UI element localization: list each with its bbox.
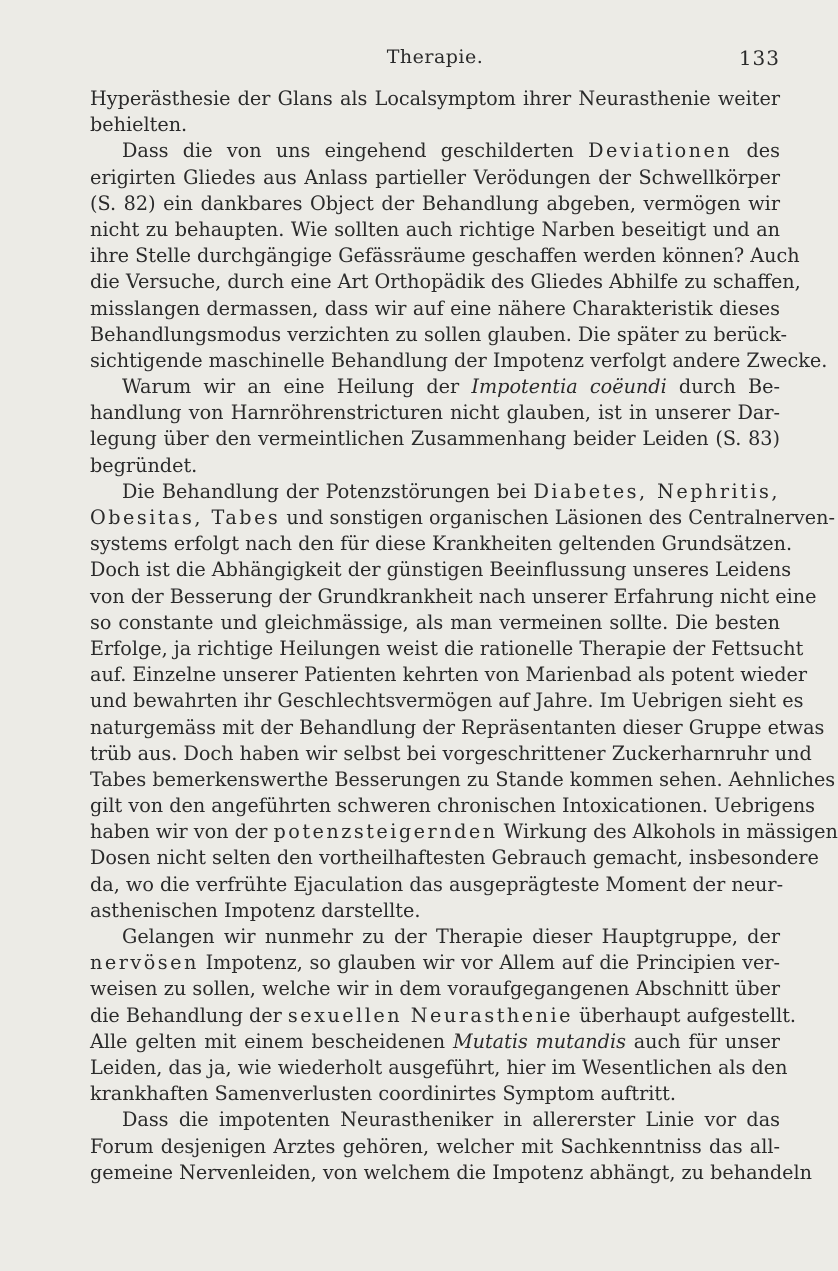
text-line xyxy=(90,165,780,191)
page-number: 133 xyxy=(738,46,780,70)
text-line xyxy=(90,348,828,374)
text-run: handlung von Harnröhrenstricturen nicht glauben, ist in unserer Dar- xyxy=(90,401,780,425)
spaced-emphasis: nervösen xyxy=(90,951,199,975)
text-run: Wirkung des Alkohols in mässigen xyxy=(497,820,838,844)
text-run: legung über den vermeintlichen Zusammenhang beider Leiden (S. 83) xyxy=(90,427,780,451)
text-run: Dosen nicht selten den vortheilhaftesten Gebrauch gemacht, insbesondere xyxy=(90,846,819,870)
text-run: Gelangen wir nunmehr zu der Therapie dieser Hauptgruppe, der xyxy=(122,925,780,948)
text-line xyxy=(90,374,780,400)
text-line xyxy=(90,426,780,452)
text-run: nicht zu behaupten. Wie sollten auch richtige Narben beseitigt und an xyxy=(90,217,780,241)
spaced-emphasis: Diabetes, Nephritis, xyxy=(533,479,780,503)
text-run: auf. Einzelne unserer Patienten kehrten von Marienbad als potent wieder xyxy=(90,663,808,687)
text-run: asthenischen Impotenz darstellte. xyxy=(90,898,421,922)
text-line xyxy=(90,584,817,610)
text-run: durch Be- xyxy=(666,375,780,399)
text-line xyxy=(90,1055,788,1081)
text-line xyxy=(90,610,780,636)
text-line xyxy=(90,505,835,531)
text-run: gilt von den angeführten schweren chronischen Intoxicationen. Uebrigens xyxy=(90,794,816,818)
text-run: auch für unser xyxy=(625,1029,780,1053)
text-line xyxy=(90,296,780,322)
text-run: Impotenz, so glauben wir vor Allem auf die Principien ver- xyxy=(198,951,780,975)
text-line xyxy=(90,715,825,741)
text-line xyxy=(90,1160,813,1186)
text-line xyxy=(90,636,804,662)
text-line xyxy=(90,1134,780,1160)
text-line xyxy=(90,950,780,976)
text-run: und sonstigen organischen Läsionen des Centralnerven- xyxy=(280,506,835,529)
text-run: trüb aus. Doch haben wir selbst bei vorgeschrittener Zuckerharnruhr und xyxy=(90,741,812,765)
spaced-emphasis: Obesitas, Tabes xyxy=(90,506,281,529)
text-run: Die Behandlung der Potenzstörungen bei xyxy=(122,479,534,503)
text-run: Hyperästhesie der Glans als Localsymptom ihrer Neurasthenie weiter xyxy=(90,87,780,110)
text-line xyxy=(90,322,788,348)
text-run: sichtigende maschinelle Behandlung der Impotenz verfolgt andere Zwecke. xyxy=(90,348,828,372)
text-line xyxy=(90,557,792,583)
text-run: (S. 82) ein dankbares Object der Behandlung abgeben, vermögen wir xyxy=(90,191,780,215)
text-line xyxy=(90,453,780,479)
text-run: Forum desjenigen Arztes gehören, welcher mit Sachkenntniss das all- xyxy=(90,1134,780,1158)
text-line xyxy=(90,898,780,924)
spaced-emphasis: sexuellen Neurasthenie xyxy=(287,1003,573,1027)
text-line xyxy=(90,924,780,950)
text-line xyxy=(90,138,780,164)
text-line xyxy=(90,479,780,505)
text-run: gemeine Nervenleiden, von welchem die Impotenz abhängt, zu behandeln xyxy=(90,1160,813,1184)
spaced-emphasis: potenzsteigernden xyxy=(273,820,498,844)
paragraph xyxy=(90,374,780,479)
text-run: des xyxy=(732,139,780,163)
text-run: haben wir von der xyxy=(90,820,274,844)
paragraph xyxy=(90,479,838,924)
text-line xyxy=(90,688,804,714)
text-line xyxy=(90,662,808,688)
text-line xyxy=(90,217,780,243)
text-run: Warum wir an eine Heilung der xyxy=(122,375,472,399)
text-run: Dass die impotenten Neurastheniker in allererster Linie vor das xyxy=(122,1108,780,1132)
text-run: Behandlungsmodus verzichten zu sollen glauben. Die später zu berück- xyxy=(90,322,788,346)
text-run: systems erfolgt nach den für diese Krankheiten geltenden Grundsätzen. xyxy=(90,532,793,556)
text-run: naturgemäss mit der Behandlung der Repräsentanten dieser Gruppe etwas xyxy=(90,715,825,739)
paragraph xyxy=(90,86,780,138)
text-line xyxy=(90,1081,780,1107)
text-line xyxy=(90,400,780,426)
text-line xyxy=(90,1107,780,1133)
text-line xyxy=(90,531,793,557)
text-run: die Behandlung der xyxy=(90,1003,288,1027)
paragraph xyxy=(90,1107,813,1186)
running-head-title: Therapie. xyxy=(386,46,484,68)
text-run: von der Besserung der Grundkrankheit nach unserer Erfahrung nicht eine xyxy=(90,584,817,608)
text-run: behielten. xyxy=(90,113,188,137)
text-run: misslangen dermassen, dass wir auf eine nähere Charakteristik dieses xyxy=(90,296,780,320)
text-line xyxy=(90,793,816,819)
text-line xyxy=(90,819,838,845)
running-head xyxy=(90,26,780,70)
body-text xyxy=(90,86,838,1186)
italic-phrase: Mutatis mutandis xyxy=(452,1029,626,1053)
text-line xyxy=(90,1003,797,1029)
text-run: so constante und gleichmässige, als man vermeinen sollte. Die besten xyxy=(90,610,780,634)
text-line xyxy=(90,872,784,898)
paragraph xyxy=(90,138,828,374)
text-run: und bewahrten ihr Geschlechtsvermögen auf Jahre. Im Uebrigen sieht es xyxy=(90,689,804,713)
text-line xyxy=(90,269,801,295)
text-run: krankhaften Samenverlusten coordinirtes Symptom auftritt. xyxy=(90,1082,676,1106)
text-run: begründet. xyxy=(90,453,198,477)
text-run: Dass die von uns eingehend geschilderten xyxy=(122,139,589,163)
text-line xyxy=(90,845,819,871)
text-run: weisen zu sollen, welche wir in dem voraufgegangenen Abschnitt über xyxy=(90,977,780,1001)
text-line xyxy=(90,191,780,217)
spaced-emphasis: Deviationen xyxy=(588,139,733,163)
text-run: erigirten Gliedes aus Anlass partieller Verödungen der Schwellkörper xyxy=(90,165,780,189)
paragraph xyxy=(90,924,797,1107)
text-line xyxy=(90,112,780,138)
text-run: Alle gelten mit einem bescheidenen xyxy=(90,1029,453,1053)
text-run: Erfolge, ja richtige Heilungen weist die rationelle Therapie der Fettsucht xyxy=(90,636,804,660)
text-line xyxy=(90,767,836,793)
text-line xyxy=(90,976,780,1002)
text-run: die Versuche, durch eine Art Orthopädik des Gliedes Abhilfe zu schaffen, xyxy=(90,270,801,294)
text-run: überhaupt aufgestellt. xyxy=(572,1003,797,1027)
text-line xyxy=(90,1029,780,1055)
text-run: Tabes bemerkenswerthe Besserungen zu Stande kommen sehen. Aehnliches xyxy=(90,767,836,791)
text-run: da, wo die verfrühte Ejaculation das ausgeprägteste Moment der neur- xyxy=(90,872,784,896)
text-line xyxy=(90,243,800,269)
text-run: ihre Stelle durchgängige Gefässräume geschaffen werden können? Auch xyxy=(90,244,800,268)
text-line xyxy=(90,741,812,767)
text-run: Doch ist die Abhängigkeit der günstigen Beeinflussung unseres Leidens xyxy=(90,558,792,582)
text-line xyxy=(90,86,780,112)
italic-phrase: Impotentia coëundi xyxy=(471,375,667,399)
text-run: Leiden, das ja, wie wiederholt ausgeführt, hier im Wesentlichen als den xyxy=(90,1055,788,1079)
